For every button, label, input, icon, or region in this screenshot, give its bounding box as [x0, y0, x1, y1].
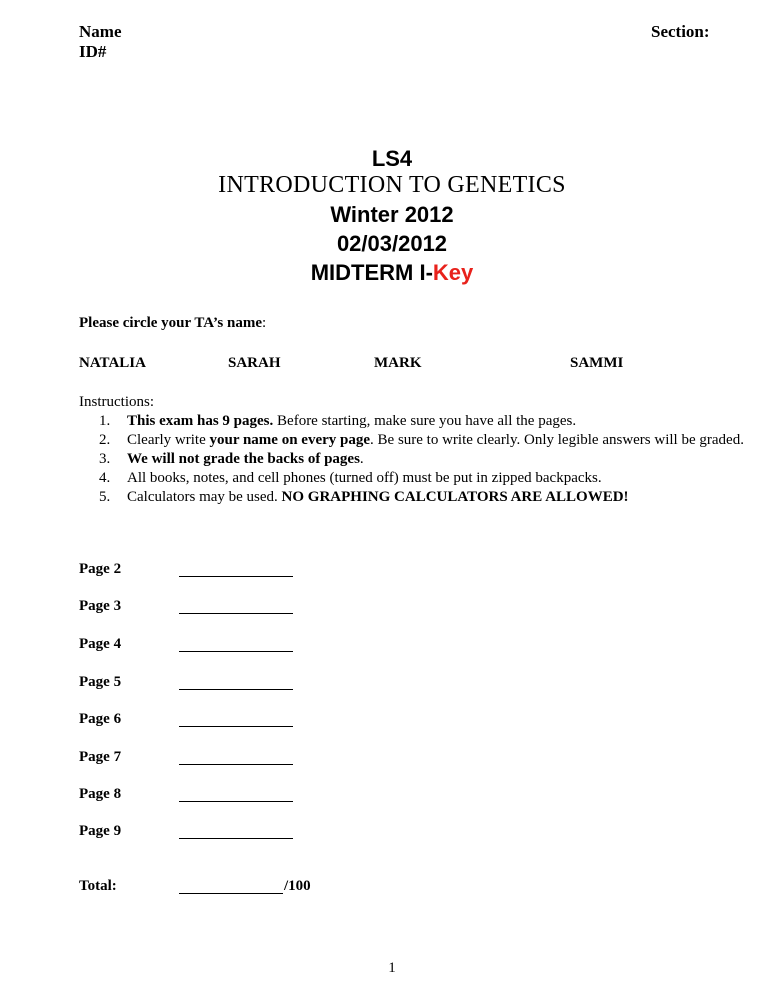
ta-prompt [79, 315, 266, 332]
instruction-item [79, 431, 759, 450]
page-label: Page 8 [79, 786, 122, 802]
instruction-text: Calculators may be used. [127, 489, 282, 505]
total-label: Total: [79, 878, 117, 894]
ta-prompt-colon: : [262, 315, 267, 331]
name-label: Name [79, 22, 122, 41]
instruction-text: Before starting, make sure you have all the pages. [273, 413, 577, 429]
score-row [79, 561, 121, 578]
total-row [79, 878, 311, 895]
instruction-item [79, 412, 759, 431]
instruction-number: 4. [99, 470, 111, 486]
score-row [79, 636, 121, 653]
score-row [79, 749, 121, 766]
course-name: INTRODUCTION TO GENETICS [218, 172, 566, 198]
instruction-bold: We will not grade the backs of pages [127, 451, 360, 467]
instruction-item [79, 450, 759, 469]
instructions-list [79, 412, 759, 507]
instructions [79, 393, 759, 507]
total-blank[interactable] [179, 893, 283, 894]
ta-name-mark[interactable]: MARK [374, 355, 422, 371]
instruction-bold: This exam has 9 pages. [127, 413, 274, 429]
instruction-item [79, 469, 759, 488]
score-blank[interactable] [179, 764, 293, 765]
page-label: Page 6 [79, 711, 122, 727]
ta-name-sarah[interactable]: SARAH [228, 355, 281, 371]
score-blank[interactable] [179, 801, 293, 802]
score-row [79, 823, 121, 840]
page-label: Page 7 [79, 749, 122, 765]
exam-date: 02/03/2012 [336, 231, 448, 256]
instruction-bold: your name on every page [209, 432, 371, 448]
page-label: Page 2 [79, 561, 122, 577]
instruction-text: . [359, 451, 364, 467]
term: Winter 2012 [330, 202, 454, 227]
instruction-text: Clearly write [127, 432, 210, 448]
exam-title-prefix: MIDTERM I- [310, 260, 433, 285]
instruction-item [79, 488, 759, 507]
course-code: LS4 [371, 146, 413, 171]
score-blank[interactable] [179, 726, 293, 727]
page-label: Page 4 [79, 636, 122, 652]
instruction-text: . Be sure to write clearly. Only legible answers will be graded. [370, 432, 744, 448]
instruction-number: 1. [99, 413, 111, 429]
instruction-text: All books, notes, and cell phones (turned off) must be put in zipped backpacks. [127, 470, 602, 486]
score-row [79, 674, 121, 691]
score-blank[interactable] [179, 651, 293, 652]
score-row [79, 598, 121, 615]
instruction-number: 2. [99, 432, 111, 448]
instructions-heading: Instructions: [79, 394, 154, 410]
instruction-number: 3. [99, 451, 111, 467]
ta-prompt-text: Please circle your TA’s name [79, 315, 263, 331]
page-number: 1 [388, 960, 396, 976]
page-label: Page 3 [79, 598, 122, 614]
ta-name-sammi[interactable]: SAMMI [570, 355, 624, 371]
instruction-bold: NO GRAPHING CALCULATORS ARE ALLOWED! [281, 489, 629, 505]
score-blank[interactable] [179, 838, 293, 839]
total-suffix: /100 [284, 878, 311, 894]
page-label: Page 5 [79, 674, 122, 690]
score-row [79, 786, 121, 803]
ta-name-natalia[interactable]: NATALIA [79, 355, 146, 371]
instruction-number: 5. [99, 489, 111, 505]
score-blank[interactable] [179, 576, 293, 577]
score-blank[interactable] [179, 689, 293, 690]
score-row [79, 711, 121, 728]
id-label: ID# [79, 42, 107, 61]
exam-title [0, 260, 784, 286]
section-label: Section: [651, 22, 710, 41]
page-label: Page 9 [79, 823, 122, 839]
exam-key-label: Key [432, 260, 474, 285]
score-blank[interactable] [179, 613, 293, 614]
